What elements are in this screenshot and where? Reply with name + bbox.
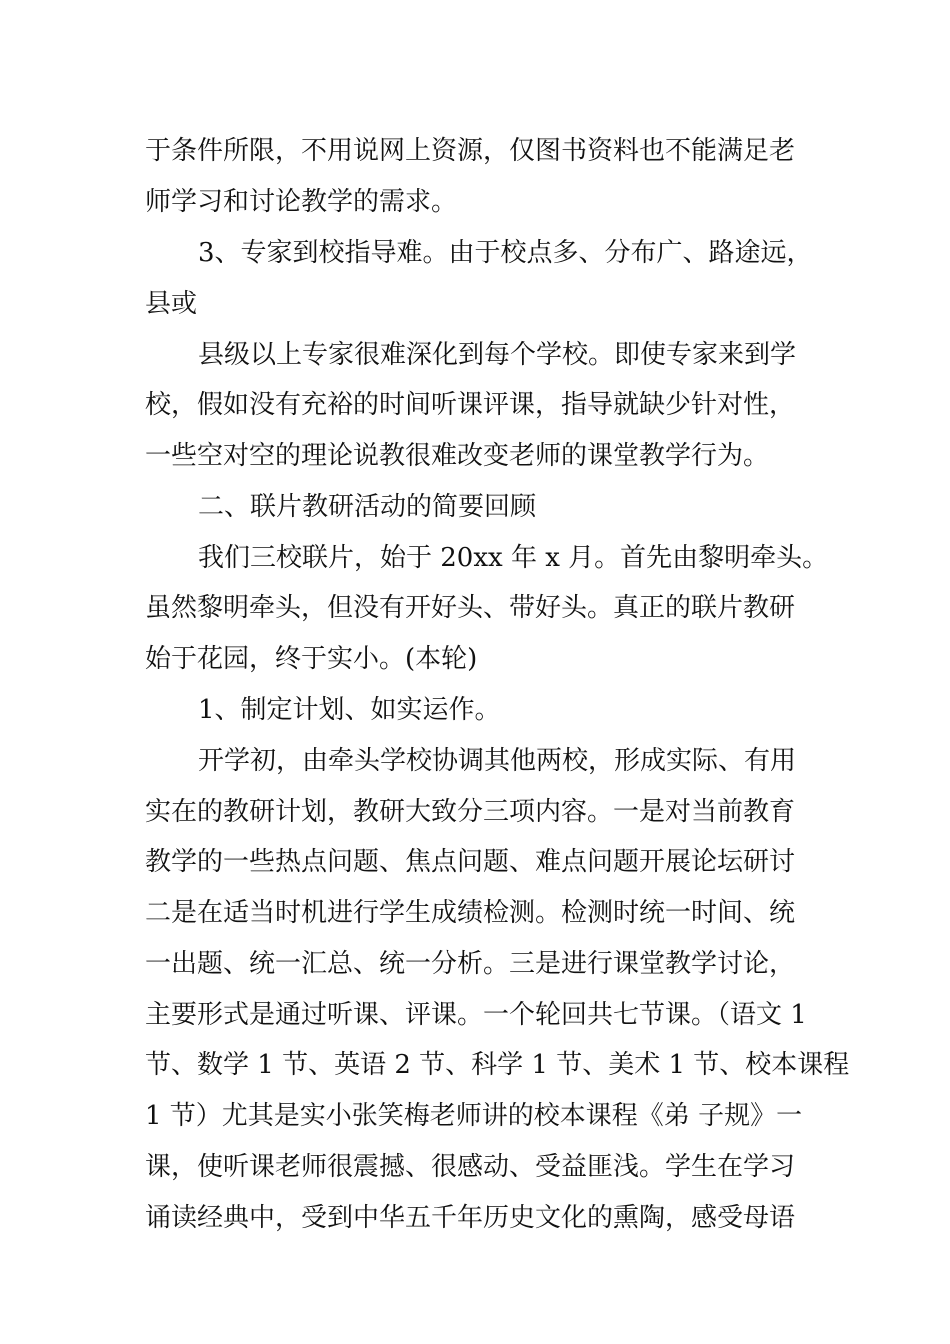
text-line: 于条件所限，不用说网上资源，仅图书资料也不能满足老 bbox=[145, 136, 796, 166]
text-line: 师学习和讨论教学的需求。 bbox=[145, 187, 458, 217]
text-line: 开学初，由牵头学校协调其他两校，形成实际、有用 bbox=[198, 746, 797, 776]
text-line: 教学的一些热点问题、焦点问题、难点问题开展论坛研讨 bbox=[145, 847, 796, 877]
text-line: 我们三校联片，始于 20xx 年 x 月。首先由黎明牵头。 bbox=[198, 543, 829, 573]
subsection-heading: 1、制定计划、如实运作。 bbox=[198, 695, 501, 725]
section-heading: 二、联片教研活动的简要回顾 bbox=[198, 492, 537, 522]
text-line: 二是在适当时机进行学生成绩检测。检测时统一时间、统 bbox=[145, 898, 796, 928]
text-line: 校，假如没有充裕的时间听课评课，指导就缺少针对性， bbox=[145, 390, 796, 420]
text-line: 一出题、统一汇总、统一分析。三是进行课堂教学讨论， bbox=[145, 949, 796, 979]
text-line: 虽然黎明牵头，但没有开好头、带好头。真正的联片教研 bbox=[145, 593, 796, 623]
text-line: 1 节）尤其是实小张笑梅老师讲的校本课程《弟 子规》一 bbox=[145, 1101, 803, 1131]
text-line: 县级以上专家很难深化到每个学校。即使专家来到学 bbox=[198, 340, 797, 370]
text-line: 课，使听课老师很震撼、很感动、受益匪浅。学生在学习 bbox=[145, 1152, 796, 1182]
text-line: 主要形式是通过听课、评课。一个轮回共七节课。（语文 1 bbox=[145, 1000, 807, 1030]
text-line: 一些空对空的理论说教很难改变老师的课堂教学行为。 bbox=[145, 441, 770, 471]
text-line: 县或 bbox=[145, 289, 198, 319]
text-line: 节、数学 1 节、英语 2 节、科学 1 节、美术 1 节、校本课程 bbox=[145, 1050, 850, 1080]
text-line: 3、专家到校指导难。由于校点多、分布广、路途远， bbox=[198, 238, 813, 268]
text-line: 实在的教研计划，教研大致分三项内容。一是对当前教育 bbox=[145, 797, 796, 827]
text-line: 诵读经典中，受到中华五千年历史文化的熏陶，感受母语 bbox=[145, 1203, 796, 1233]
text-line: 始于花园，终于实小。(本轮) bbox=[145, 644, 478, 674]
